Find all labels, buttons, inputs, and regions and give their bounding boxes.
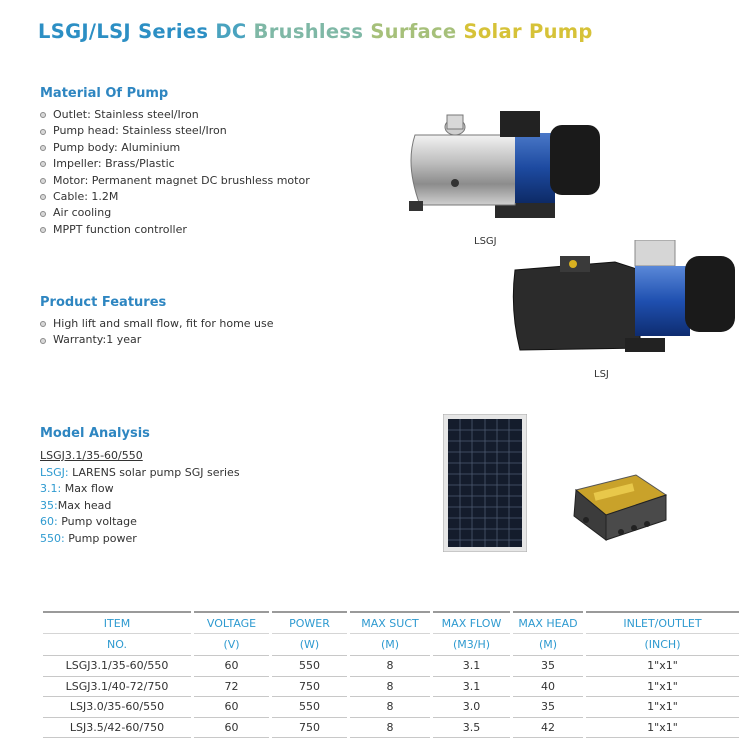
column-header: MAX HEAD	[513, 611, 583, 634]
table-cell: LSJ3.5/42-60/750	[43, 718, 191, 739]
table-cell: 3.1	[433, 656, 510, 677]
column-header: ITEM	[43, 611, 191, 634]
material-heading: Material Of Pump	[40, 86, 169, 101]
list-item: Outlet: Stainless steel/Iron	[40, 107, 310, 123]
page-title: LSGJ/LSJ Series DC Brushless Surface Solar Pump	[38, 20, 593, 43]
table-cell: 550	[272, 656, 347, 677]
table-cell: 40	[513, 677, 583, 698]
table-cell: 1"x1"	[586, 677, 739, 698]
bullet-icon	[40, 112, 46, 118]
lsj-caption: LSJ	[594, 369, 609, 380]
list-item: MPPT function controller	[40, 222, 310, 238]
table-cell: 3.0	[433, 697, 510, 718]
column-header: VOLTAGE	[194, 611, 269, 634]
lsj-pump-image	[505, 240, 745, 360]
column-header: INLET/OUTLET	[586, 611, 739, 634]
list-item: Motor: Permanent magnet DC brushless motor	[40, 173, 310, 189]
table-cell: 750	[272, 677, 347, 698]
table-cell: 8	[350, 677, 430, 698]
table-cell: 60	[194, 656, 269, 677]
bullet-icon	[40, 161, 46, 167]
bullet-icon	[40, 145, 46, 151]
column-unit: (INCH)	[586, 634, 739, 656]
table-cell: 750	[272, 718, 347, 739]
list-item: Impeller: Brass/Plastic	[40, 156, 310, 172]
table-cell: 3.5	[433, 718, 510, 739]
bullet-icon	[40, 211, 46, 217]
table-cell: 3.1	[433, 677, 510, 698]
features-heading: Product Features	[40, 295, 167, 310]
table-cell: 550	[272, 697, 347, 718]
bullet-icon	[40, 129, 46, 135]
table-cell: 72	[194, 677, 269, 698]
table-cell: 1"x1"	[586, 697, 739, 718]
column-header: MAX SUCT	[350, 611, 430, 634]
lsgj-pump-image	[395, 105, 610, 225]
material-list	[40, 107, 310, 238]
bullet-icon	[40, 338, 46, 344]
table-row	[43, 697, 739, 718]
model-code: LSGJ3.1/35-60/550	[40, 449, 143, 462]
table-cell: LSJ3.0/35-60/550	[43, 697, 191, 718]
table-header-row	[43, 634, 739, 656]
column-unit: (M3/H)	[433, 634, 510, 656]
bullet-icon	[40, 321, 46, 327]
table-cell: 35	[513, 656, 583, 677]
table-cell: 8	[350, 656, 430, 677]
list-item: Warranty:1 year	[40, 332, 274, 348]
model-line: 3.1: Max flow	[40, 482, 114, 495]
list-item: High lift and small flow, fit for home use	[40, 316, 274, 332]
table-cell: 1"x1"	[586, 718, 739, 739]
list-item: Cable: 1.2M	[40, 189, 310, 205]
model-analysis	[40, 448, 240, 547]
table-row	[43, 656, 739, 677]
features-list	[40, 316, 274, 349]
spec-table	[40, 611, 742, 738]
list-item: Pump body: Aluminium	[40, 140, 310, 156]
table-cell: LSGJ3.1/35-60/550	[43, 656, 191, 677]
column-unit: (V)	[194, 634, 269, 656]
bullet-icon	[40, 227, 46, 233]
table-cell: 1"x1"	[586, 656, 739, 677]
list-item: Air cooling	[40, 205, 310, 221]
table-row	[43, 677, 739, 698]
table-header-row	[43, 611, 739, 634]
table-cell: LSGJ3.1/40-72/750	[43, 677, 191, 698]
table-cell: 60	[194, 718, 269, 739]
table-cell: 35	[513, 697, 583, 718]
bullet-icon	[40, 178, 46, 184]
bullet-icon	[40, 194, 46, 200]
column-unit: (M)	[350, 634, 430, 656]
model-line: 550: Pump power	[40, 531, 137, 545]
model-heading: Model Analysis	[40, 426, 150, 441]
lsgj-caption: LSGJ	[474, 236, 497, 247]
column-header: POWER	[272, 611, 347, 634]
controller-image	[566, 470, 670, 550]
column-unit: (W)	[272, 634, 347, 656]
table-cell: 8	[350, 697, 430, 718]
solar-panel-image	[443, 414, 527, 552]
table-cell: 8	[350, 718, 430, 739]
model-line: 35:Max head	[40, 498, 112, 512]
column-unit: NO.	[43, 634, 191, 656]
model-line: LSGJ: LARENS solar pump SGJ series	[40, 465, 240, 479]
column-unit: (M)	[513, 634, 583, 656]
column-header: MAX FLOW	[433, 611, 510, 634]
table-row	[43, 718, 739, 739]
table-cell: 42	[513, 718, 583, 739]
list-item: Pump head: Stainless steel/Iron	[40, 123, 310, 139]
table-cell: 60	[194, 697, 269, 718]
model-line: 60: Pump voltage	[40, 515, 137, 528]
